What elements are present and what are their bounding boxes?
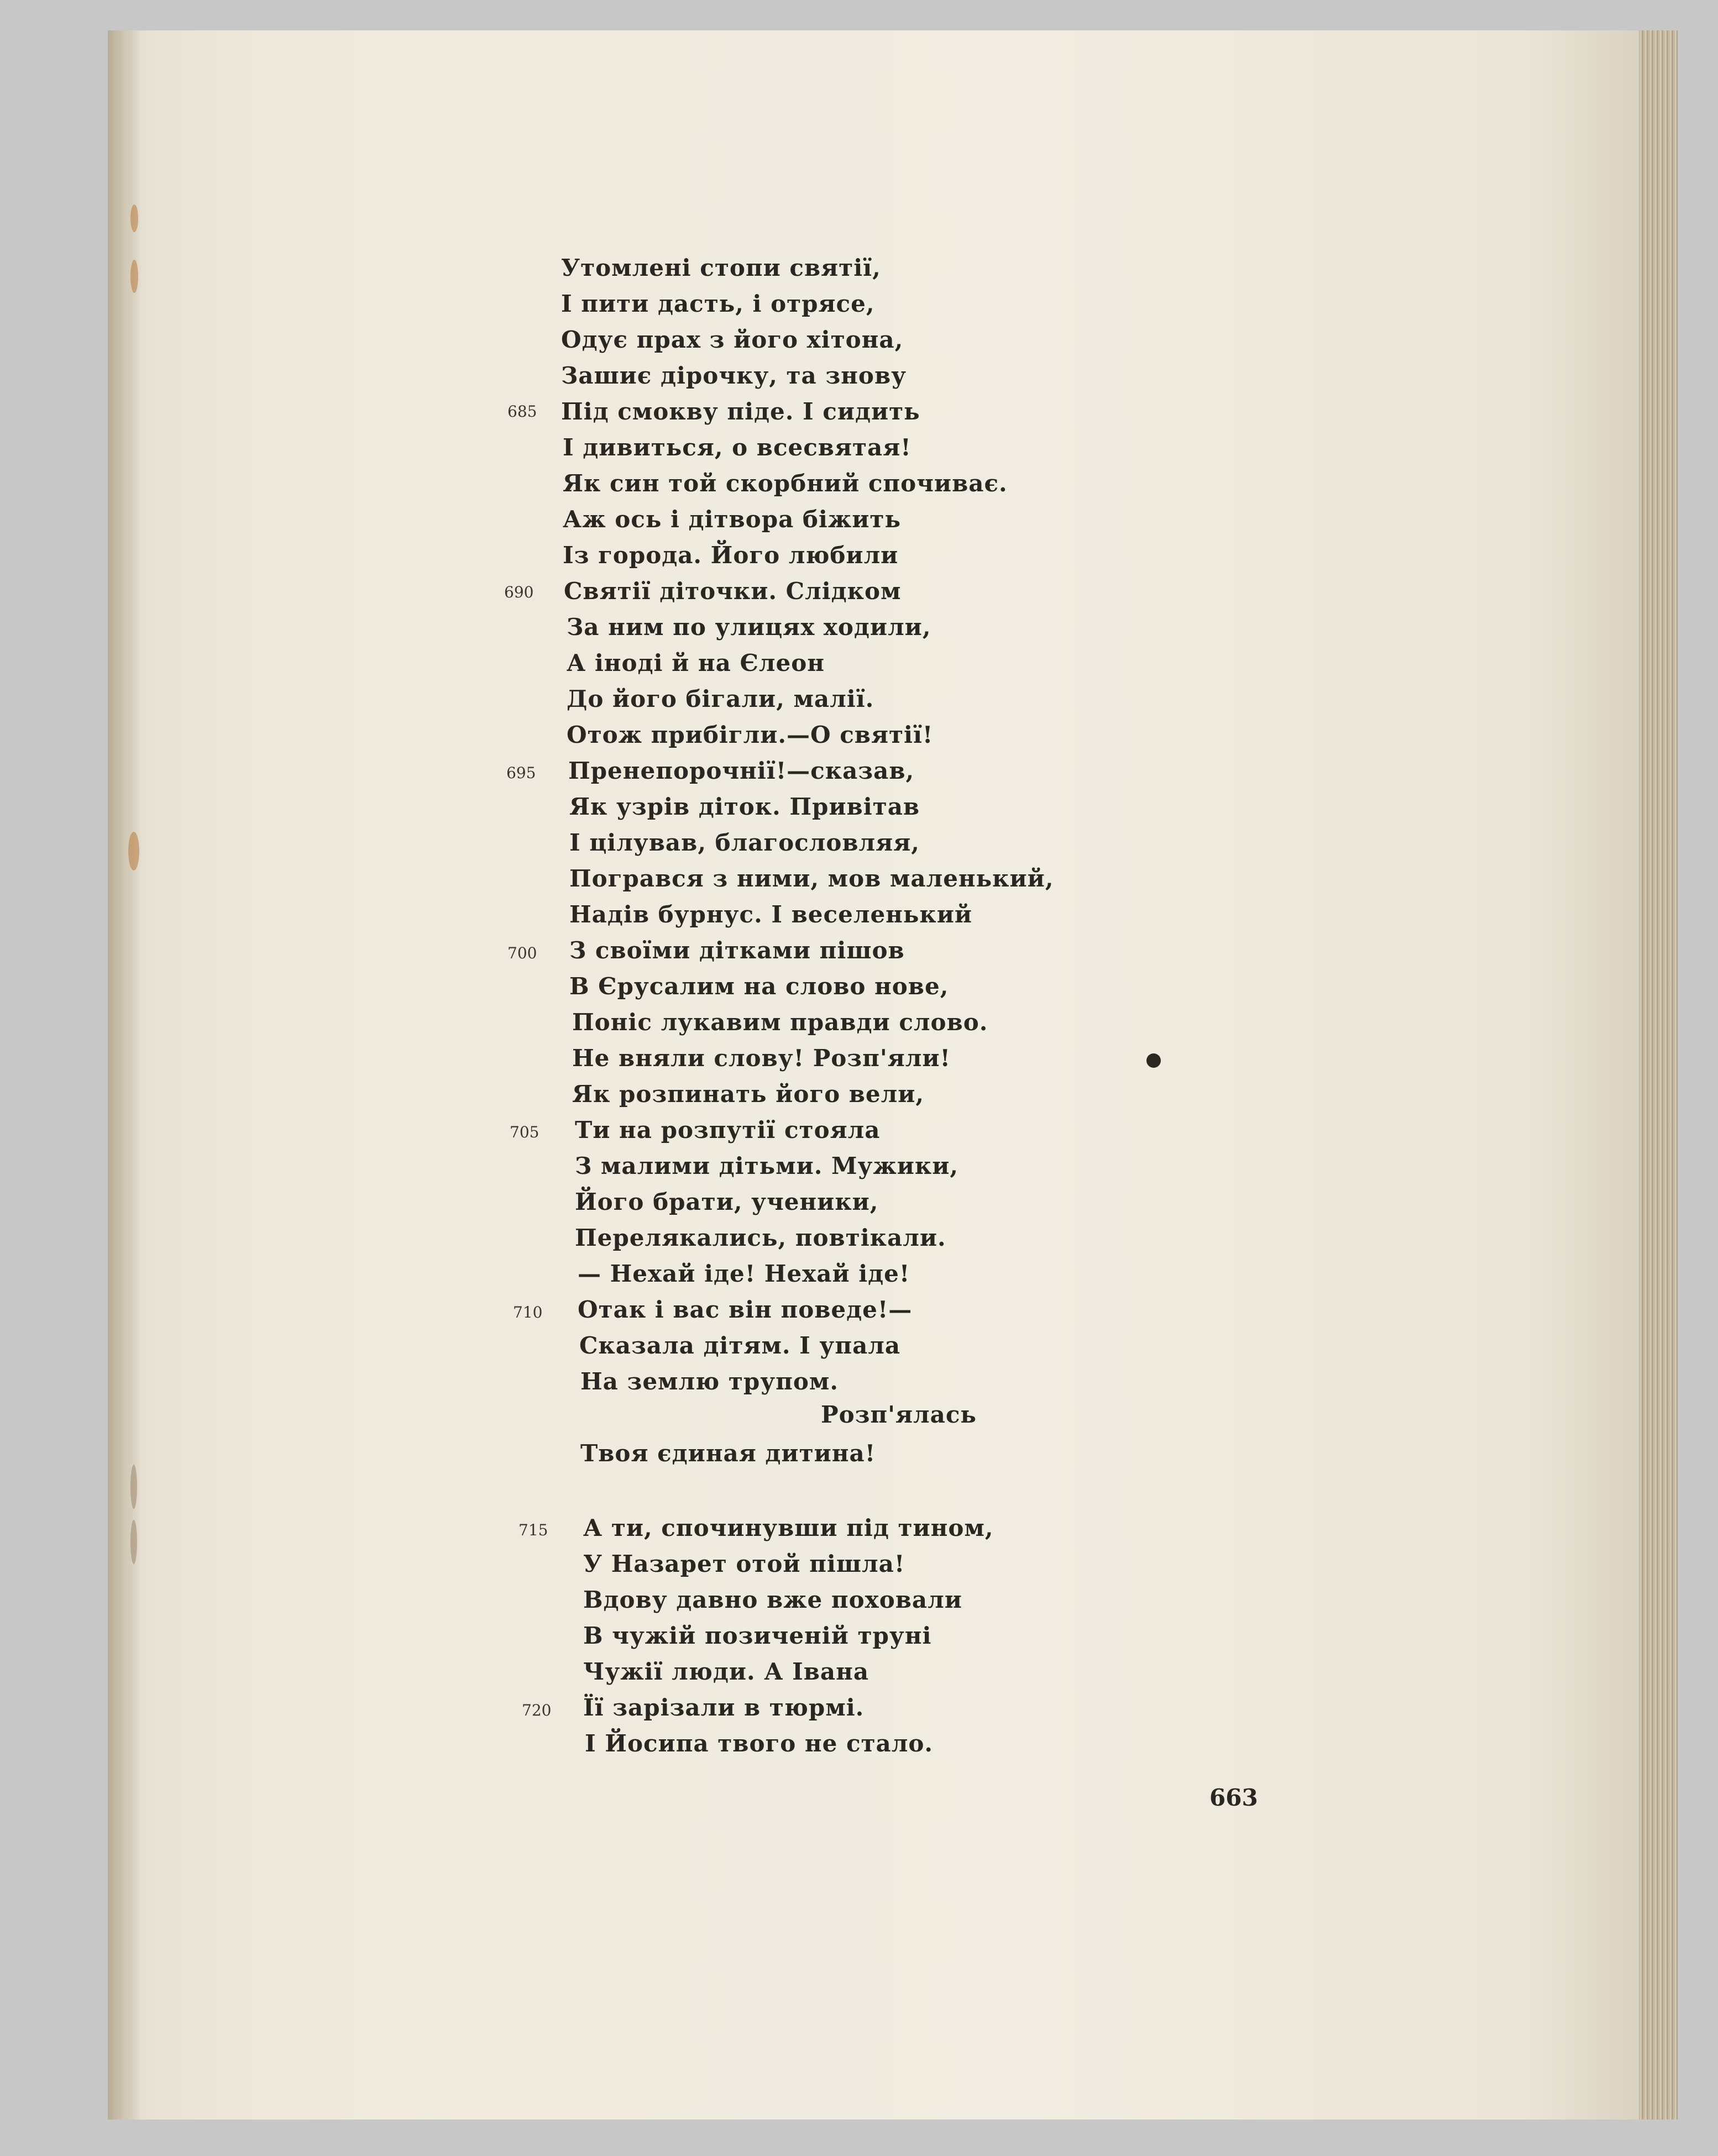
poem-line: З малими дітьми. Мужики, xyxy=(575,1152,959,1179)
poem-line: Аж ось і дітвора біжить xyxy=(563,506,901,533)
line-number: 720 xyxy=(522,1701,552,1719)
poem-line: І пити дасть, і отрясе, xyxy=(561,290,875,317)
poem-line: Поніс лукавим правди слово. xyxy=(572,1009,988,1036)
poem-line: Утомлені стопи святії, xyxy=(561,254,881,281)
poem-line: Надів бурнус. І веселенький xyxy=(569,901,973,928)
poem-line: На землю трупом. xyxy=(580,1368,839,1395)
poem-line: Як син той скорбний спочиває. xyxy=(563,470,1008,497)
poem-line: Із города. Його любили xyxy=(563,542,899,569)
poem-line: Отож прибігли.—О святії! xyxy=(567,721,934,748)
line-number: 715 xyxy=(518,1521,548,1539)
line-number: 685 xyxy=(507,402,537,421)
poem-line: І дивиться, о всесвятая! xyxy=(563,434,912,461)
poem-line: Пренепорочнії!—сказав, xyxy=(568,757,915,784)
poem-line: У Назарет отой пішла! xyxy=(583,1550,905,1577)
line-number: 710 xyxy=(513,1303,543,1321)
line-number: 705 xyxy=(510,1123,540,1141)
poem-line: Не вняли слову! Розп'яли! xyxy=(572,1045,951,1072)
poem-line: В чужій позиченій труні xyxy=(583,1622,932,1649)
poem-line: До його бігали, малії. xyxy=(567,685,874,712)
poem-line: Як розпинать його вели, xyxy=(572,1080,925,1108)
poem-line: А ти, спочинувши під тином, xyxy=(583,1514,994,1541)
poem-line: Твоя єдиная дитина! xyxy=(580,1440,876,1467)
poem-line: — Нехай іде! Нехай іде! xyxy=(578,1260,910,1287)
page-number: 663 xyxy=(1209,1784,1258,1811)
poem-line: Сказала дітям. І упала xyxy=(579,1332,901,1359)
poem-line: Зашиє дірочку, та знову xyxy=(561,362,907,389)
poem-line: Як узрів діток. Привітав xyxy=(569,793,920,820)
poem-line: Перелякались, повтікали. xyxy=(575,1224,946,1251)
poem-line: А іноді й на Єлеон xyxy=(567,649,825,676)
poem-line: За ним по улицях ходили, xyxy=(567,613,931,641)
line-number: 695 xyxy=(506,764,536,782)
poem-line: І цілував, благословляя, xyxy=(569,829,920,856)
poem-line: Вдову давно вже поховали xyxy=(583,1586,962,1613)
poem-line: В Єрусалим на слово нове, xyxy=(569,973,949,1000)
poem-line: Погрався з ними, мов маленький, xyxy=(569,865,1054,892)
poem-line: І Йосипа твого не стало. xyxy=(585,1730,934,1757)
line-number: 690 xyxy=(504,583,534,601)
poem-line: Одує прах з його хітона, xyxy=(561,326,904,353)
poem-line: Ти на розпутії стояла xyxy=(575,1116,881,1143)
poem-line: Розп'ялась xyxy=(821,1401,977,1428)
line-number: 700 xyxy=(507,944,537,962)
poem-line: Отак і вас він поведе!— xyxy=(578,1296,913,1323)
poem-line: Її зарізали в тюрмі. xyxy=(583,1694,865,1721)
poem-line: З своїми дітками пішов xyxy=(569,937,905,964)
poem-line: Його брати, ученики, xyxy=(575,1188,879,1215)
poem-line: Святії діточки. Слідком xyxy=(564,578,902,605)
poem-line: Чужії люди. А Івана xyxy=(583,1658,870,1685)
ink-dot xyxy=(1146,1053,1161,1068)
poem-line: Під смокву піде. І сидить xyxy=(561,398,920,425)
